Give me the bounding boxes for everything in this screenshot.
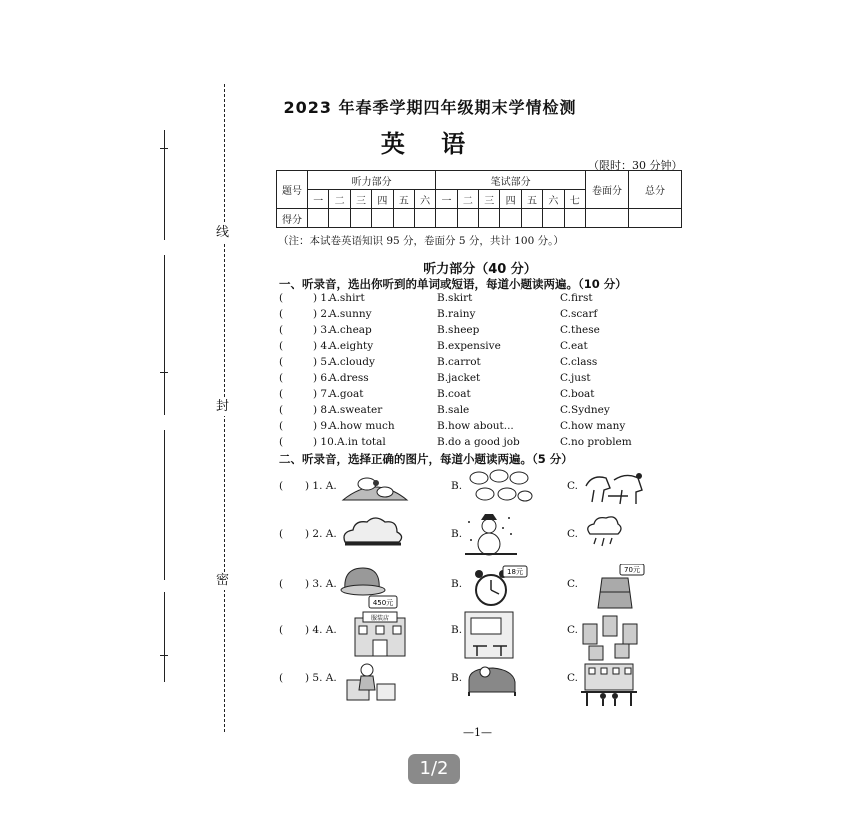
option-c-label: C. [567,528,578,540]
margin-tick [160,655,168,659]
option-c-label: C. [567,578,578,590]
score-table-num-label: 题号 [277,171,308,209]
margin-tick [160,148,168,152]
price-tag-clock: 18元 [507,568,523,576]
answer-paren: ( [279,578,284,590]
school-gate-picture [577,658,641,708]
q1-item [279,292,679,307]
score-table-writing: 笔试部分 [436,171,586,190]
answer-paren: ( [279,372,284,384]
score-cell [308,209,329,228]
q1-item [279,324,679,339]
option-a: A.cheap [329,324,372,336]
score-cell [372,209,393,228]
margin-tick [160,372,168,376]
item-number: ) 4. A. [305,624,337,636]
q1-item [279,356,679,371]
item-number: ) 10. [313,436,338,448]
q1-item [279,436,679,451]
score-table-total: 总分 [629,171,682,209]
option-b: B.jacket [437,372,481,384]
score-cell [629,209,682,228]
col-header: 一 [308,190,329,209]
item-number: ) 7. [313,388,331,400]
score-table-listening: 听力部分 [308,171,436,190]
answer-paren: ( [279,436,284,448]
exam-subject: 英 语 [380,129,480,158]
option-a: A.sunny [329,308,372,320]
col-header: 一 [436,190,457,209]
score-cell [479,209,500,228]
option-c: C.no problem [560,436,632,448]
score-cell [414,209,435,228]
q1-heading: 一、听录音，选出你听到的单词或短语，每道小题读两遍。（10 分） [279,277,627,291]
col-header: 三 [479,190,500,209]
score-cell [586,209,629,228]
option-c: C.just [560,372,591,384]
option-a: A.shirt [329,292,365,304]
option-c-label: C. [567,480,578,492]
col-header: 二 [329,190,350,209]
answer-paren: ( [279,420,284,432]
option-b: B.sale [437,404,470,416]
page-indicator[interactable]: 1/2 [408,754,460,784]
item-number: ) 9. [313,420,331,432]
answer-paren: ( [279,404,284,416]
option-b: B.how about... [437,420,514,432]
score-cell [436,209,457,228]
option-b: B.carrot [437,356,481,368]
hat-price-picture [339,564,401,612]
item-number: ) 8. [313,404,331,416]
margin-line [164,130,165,240]
margin-line [164,430,165,580]
score-cell [521,209,542,228]
time-limit: （限时：30 分钟） [588,159,683,172]
shop-sign-text: 服装店 [370,615,390,622]
score-table-score-label: 得分 [277,209,308,228]
answer-paren: ( [279,672,284,684]
q1-item [279,420,679,435]
option-b: B.expensive [437,340,501,352]
col-header: 三 [350,190,371,209]
option-c: C.boat [560,388,595,400]
item-number: ) 5. A. [305,672,337,684]
item-number: ) 2. [313,308,331,320]
col-header: 五 [521,190,542,209]
score-cell [350,209,371,228]
option-c: C.Sydney [560,404,610,416]
flock-of-sheep-picture [465,466,535,506]
option-c: C.class [560,356,598,368]
answer-paren: ( [279,324,284,336]
option-a: A.how much [329,420,395,432]
option-c: C.eat [560,340,588,352]
option-b-label: B. [451,528,463,540]
snowman-picture [463,514,519,558]
option-c: C.first [560,292,593,304]
item-number: ) 3. A. [305,578,337,590]
bedroom-picture [465,658,519,698]
option-b: B.rainy [437,308,476,320]
score-cell [393,209,414,228]
option-c: C.these [560,324,600,336]
clothes-shop-picture [351,610,409,658]
exam-title: 2023 年春季学期四年级期末学情检测 [283,98,577,117]
item-number: ) 3. [313,324,331,336]
q1-item [279,308,679,323]
section-title: 听力部分（40 分） [423,262,537,277]
score-table-neatness: 卷面分 [586,171,629,209]
q1-item [279,404,679,419]
col-header: 四 [500,190,521,209]
q2-item [279,666,659,714]
score-cell [543,209,564,228]
margin-line [164,255,165,415]
item-number: ) 1. [313,292,331,304]
option-a: A.cloudy [329,356,375,368]
sheep-field-picture [339,466,411,506]
option-b-label: B. [451,624,463,636]
option-a: A.eighty [329,340,374,352]
option-b: B.sheep [437,324,480,336]
clock-price-picture [469,564,531,612]
option-b: B.skirt [437,292,473,304]
q1-item [279,388,679,403]
option-a: A.dress [329,372,369,384]
item-number: ) 1. A. [305,480,337,492]
price-tag-bag: 70元 [624,566,640,574]
classroom-picture [463,610,515,660]
farm-animals-picture [582,466,646,508]
option-b-label: B. [451,480,463,492]
option-c: C.scarf [560,308,598,320]
answer-paren: ( [279,480,284,492]
score-table [276,170,682,228]
item-number: ) 4. [313,340,331,352]
col-header: 六 [414,190,435,209]
answer-paren: ( [279,624,284,636]
item-number: ) 2. A. [305,528,337,540]
q2-item [279,522,659,570]
rain-cloud-picture [584,514,624,550]
option-c-label: C. [567,624,578,636]
score-cell [564,209,586,228]
answer-paren: ( [279,308,284,320]
option-a: A.in total [337,436,386,448]
margin-char-feng: 封 [216,399,230,414]
option-b-label: B. [451,578,463,590]
margin-line [164,592,165,682]
bag-price-picture [594,564,654,612]
col-header: 二 [457,190,478,209]
col-header: 四 [372,190,393,209]
answer-paren: ( [279,340,284,352]
option-a: A.goat [329,388,364,400]
item-number: ) 6. [313,372,331,384]
library-picture [579,610,643,662]
answer-paren: ( [279,292,284,304]
col-header: 五 [393,190,414,209]
score-cell [500,209,521,228]
item-number: ) 5. [313,356,331,368]
q1-item [279,372,679,387]
page-number: —1— [463,726,492,739]
q1-item [279,340,679,355]
option-b: B.do a good job [437,436,520,448]
option-b-label: B. [451,672,463,684]
answer-paren: ( [279,356,284,368]
margin-char-mi: 密 [216,573,230,588]
cloud-picture [339,514,405,548]
score-cell [457,209,478,228]
score-note: （注：本试卷英语知识 95 分，卷面分 5 分，共计 100 分。） [278,235,564,247]
score-cell [329,209,350,228]
playroom-picture [343,658,399,702]
price-tag-hat: 450元 [372,599,394,607]
option-c: C.how many [560,420,626,432]
col-header: 七 [564,190,586,209]
margin-char-xian: 线 [216,225,230,240]
answer-paren: ( [279,528,284,540]
q2-heading: 二、听录音，选择正确的图片，每道小题读两遍。（5 分） [279,452,573,466]
option-a: A.sweater [329,404,383,416]
answer-paren: ( [279,388,284,400]
col-header: 六 [543,190,564,209]
option-b: B.coat [437,388,471,400]
option-c-label: C. [567,672,578,684]
